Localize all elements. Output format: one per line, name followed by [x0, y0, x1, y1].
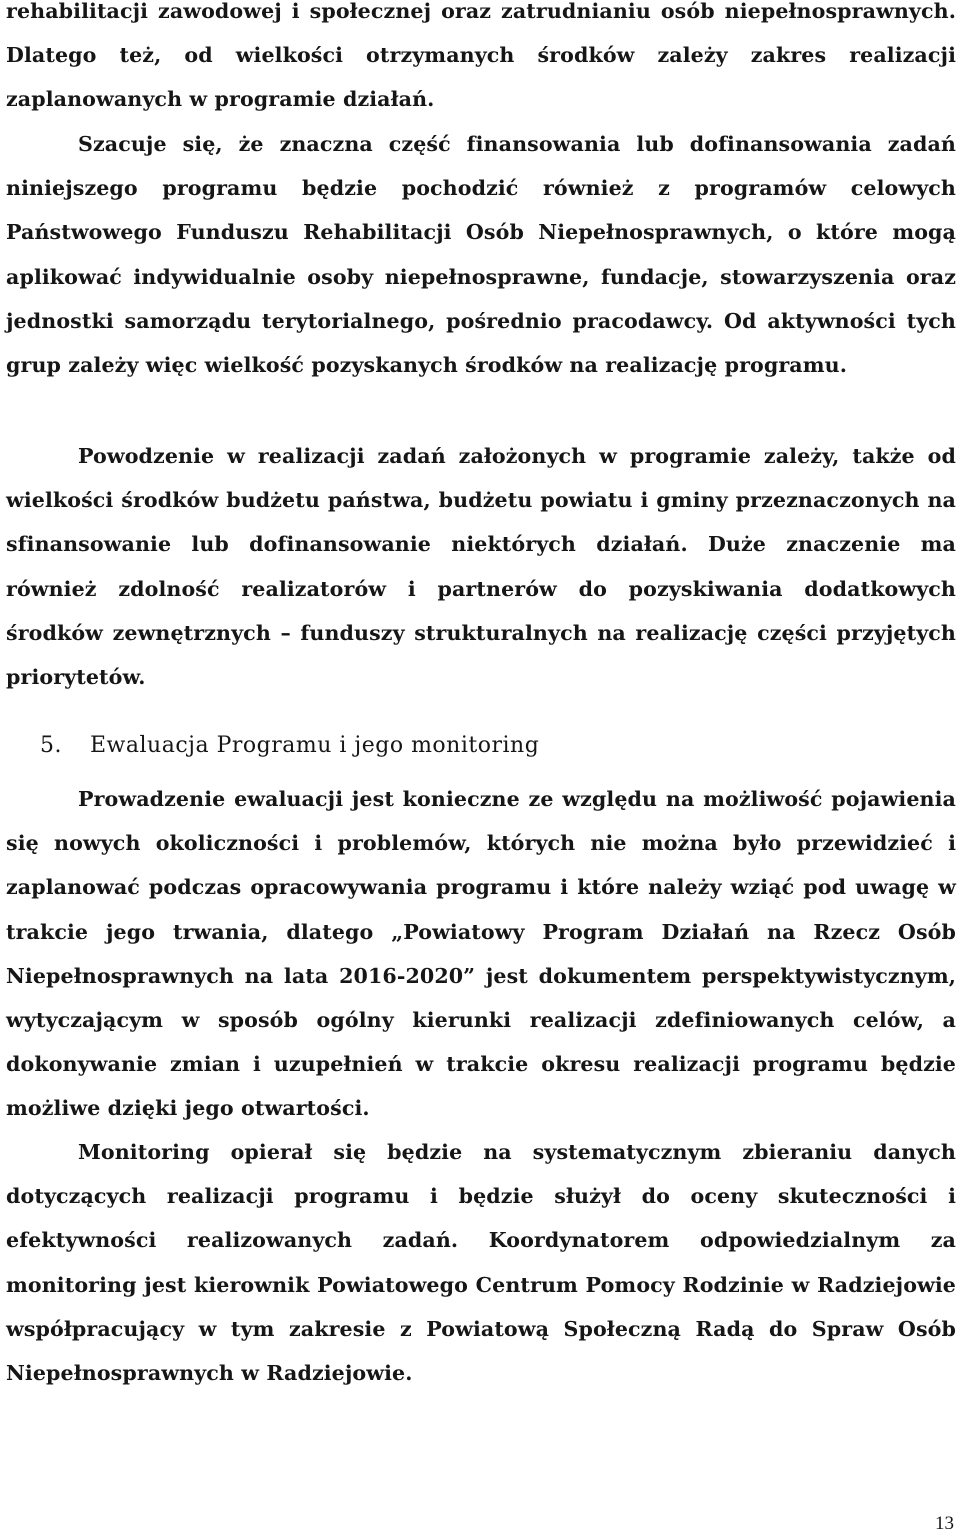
paragraph-pfron-financing: Szacuje się, że znaczna część finansowania lub dofinansowania zadań niniejszego programu będzie pochodzić również z programów celowych Państwowego Funduszu Rehabilitacji Osób Niepełnosprawnych, o które mogą aplikować indywidualnie osoby niepełnosprawne, fundacje, stowarzyszenia oraz jednostki samorządu terytorialnego, pośrednio pracodawcy. Od aktywności tych grup zależy więc wielkość pozyskanych środków na realizację programu. — [6, 132, 956, 378]
paragraph-budget-success: Powodzenie w realizacji zadań założonych w programie zależy, także od wielkości środków budżetu państwa, budżetu powiatu i gminy przeznaczonych na sfinansowanie lub dofinansowanie niektórych działań. Duże znaczenie ma również zdolność realizatorów i partnerów do pozyskiwania dodatkowych środków zewnętrznych – funduszy strukturalnych na realizację części przyjętych priorytetów. — [6, 444, 956, 690]
section-number: 5. — [40, 733, 62, 758]
section-title: Ewaluacja Programu i jego monitoring — [90, 733, 540, 758]
paragraph-evaluation: Prowadzenie ewaluacji jest konieczne ze względu na możliwość pojawienia się nowych okoliczności i problemów, których nie można było przewidzieć i zaplanować podczas opracowywania programu i które należy wziąć pod uwagę w trakcie jego trwania, dlatego „Powiatowy Program Działań na Rzecz Osób Niepełnosprawnych na lata 2016-2020” jest dokumentem perspektywistycznym, wytyczającym w sposób ogólny kierunki realizacji zdefiniowanych celów, a dokonywanie zmian i uzupełnień w trakcie okresu realizacji programu będzie możliwe dzięki jego otwartości. — [6, 787, 956, 1121]
paragraph-funding-scope: rehabilitacji zawodowej i społecznej oraz zatrudnianiu osób niepełnosprawnych. Dlatego też, od wielkości otrzymanych środków zależy zakres realizacji zaplanowanych w programie działań. — [6, 0, 956, 112]
section-heading — [40, 727, 539, 765]
paragraph-monitoring: Monitoring opierał się będzie na systematycznym zbieraniu danych dotyczących realizacji programu i będzie służył do oceny skuteczności i efektywności realizowanych zadań. Koordynatorem odpowiedzialnym za monitoring jest kierownik Powiatowego Centrum Pomocy Rodzinie w Radziejowie współpracujący w tym zakresie z Powiatową Społeczną Radą do Spraw Osób Niepełnosprawnych w Radziejowie. — [6, 1140, 956, 1386]
page-number: 13 — [935, 1513, 954, 1534]
